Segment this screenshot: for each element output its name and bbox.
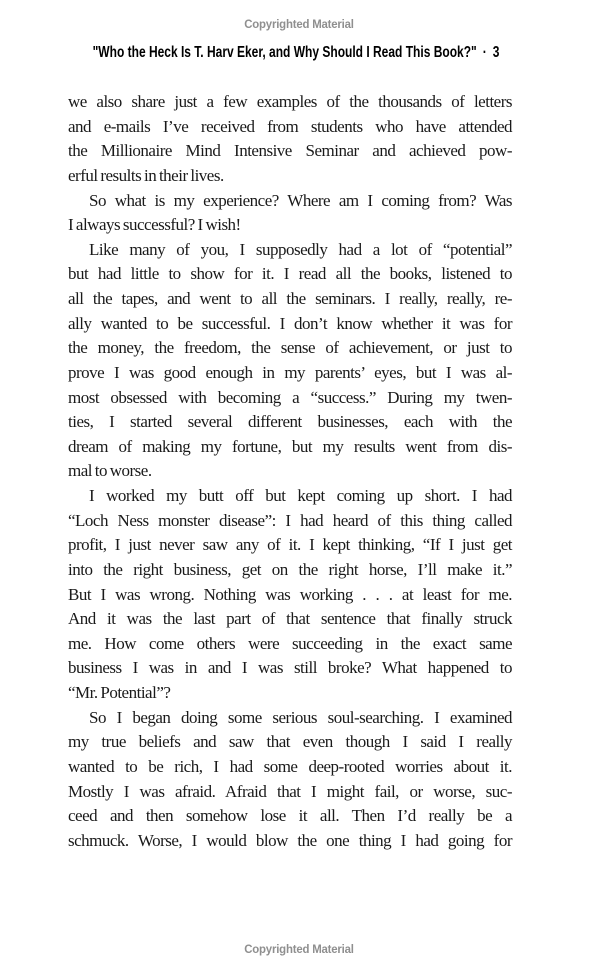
body-text-line: my true beliefs and saw that even though I said I really: [68, 732, 512, 752]
body-text-line: “Loch Ness monster disease”: I had heard of this thing called: [68, 510, 512, 530]
body-text-line: Like many of you, I supposedly had a lot of “potential”: [89, 239, 512, 259]
body-text-line: ceed and then somehow lose it all. Then I’d really be a: [68, 806, 512, 826]
body-text-line: business I was in and I was still broke? What happened to: [68, 658, 512, 678]
body-text-line: we also share just a few examples of the thousands of letters: [68, 92, 512, 111]
body-text-line: I always successful? I wish!: [68, 215, 241, 235]
body-text-line: the money, the freedom, the sense of achievement, or just to: [68, 338, 512, 358]
body-text-line: So what is my experience? Where am I coming from? Was: [89, 190, 512, 210]
copyright-watermark-bottom: Copyrighted Material: [244, 942, 354, 956]
body-text: [68, 90, 512, 853]
running-head: [93, 44, 500, 62]
body-text-line: schmuck. Worse, I would blow the one thing I had going for: [68, 830, 512, 850]
body-text-line: But I was wrong. Nothing was working . . . at least for me.: [68, 584, 512, 604]
body-text-line: And it was the last part of that sentence that finally struck: [68, 609, 512, 629]
body-text-line: mal to worse.: [68, 461, 152, 481]
body-text-line: “Mr. Potential”?: [68, 683, 171, 702]
body-text-line: me. How come others were succeeding in the exact same: [68, 633, 512, 653]
running-head-separator: ·: [482, 44, 487, 61]
body-text-line: most obsessed with becoming a “success.” During my twen-: [68, 387, 512, 407]
running-head-title: "Who the Heck Is T. Harv Eker, and Why Should I Read This Book?": [92, 44, 477, 61]
body-text-line: Mostly I was afraid. Afraid that I might fail, or worse, suc-: [68, 781, 512, 801]
body-text-line: ally wanted to be successful. I don’t know whether it was for: [68, 313, 512, 333]
body-text-line: wanted to be rich, I had some deep-rooted worries about it.: [68, 756, 512, 776]
body-text-line: but had little to show for it. I read all the books, listened to: [68, 264, 512, 284]
body-text-line: prove I was good enough in my parents’ eyes, but I was al-: [68, 362, 512, 382]
body-text-line: profit, I just never saw any of it. I kept thinking, “If I just get: [68, 535, 512, 555]
body-text-line: the Millionaire Mind Intensive Seminar and achieved pow-: [68, 141, 512, 161]
copyright-watermark-top: Copyrighted Material: [244, 17, 354, 31]
body-text-line: dream of making my fortune, but my results went from dis-: [68, 436, 512, 456]
body-text-line: and e-mails I’ve received from students who have attended: [68, 116, 512, 136]
body-text-line: I worked my butt off but kept coming up short. I had: [89, 486, 512, 505]
page-number: 3: [492, 44, 500, 61]
body-text-line: So I began doing some serious soul-searching. I examined: [89, 707, 512, 727]
body-text-line: into the right business, get on the right horse, I’ll make it.”: [68, 559, 512, 579]
body-text-line: erful results in their lives.: [68, 165, 224, 185]
body-text-line: all the tapes, and went to all the seminars. I really, really, re-: [68, 289, 512, 308]
body-text-line: ties, I started several different businesses, each with the: [68, 412, 512, 432]
